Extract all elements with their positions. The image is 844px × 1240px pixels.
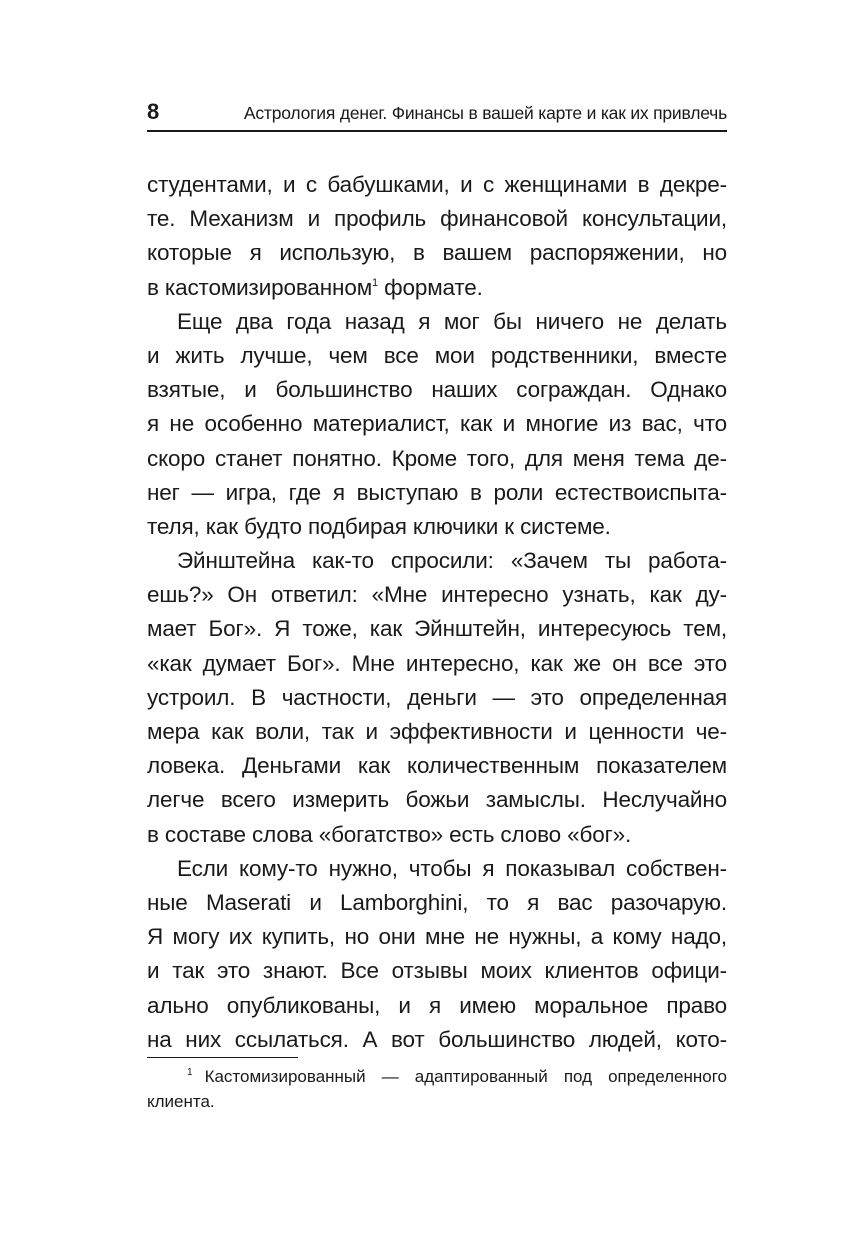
paragraph-1: [147, 168, 727, 305]
text-line: и жить лучше, чем все мои родственники, вместе: [147, 342, 727, 368]
footnote-line: [147, 1064, 727, 1089]
footnote-text: Кастомизированный — адаптированный под определенного: [204, 1067, 727, 1086]
text-line: ловека. Деньгами как количественным показателем: [147, 753, 727, 779]
text-line: теля, как будто подбирая ключики к системе.: [147, 513, 611, 539]
text-line: взятые, и большинство наших сограждан. Однако: [147, 377, 727, 403]
text-line: мает Бог». Я тоже, как Эйнштейн, интересуюсь тем,: [147, 616, 727, 642]
text-line: на них ссылаться. А вот большинство людей, кото-: [147, 1026, 727, 1052]
page-header: [147, 98, 727, 128]
text-fragment: формате.: [378, 274, 483, 300]
text-line: ально опубликованы, и я имею моральное право: [147, 992, 727, 1018]
text-line: «как думает Бог». Мне интересно, как же он все это: [147, 650, 727, 676]
text-line: студентами, и с бабушками, и с женщинами в декре-: [147, 172, 727, 197]
body-text: [147, 168, 727, 1057]
text-line: которые я использую, в вашем распоряжении, но: [147, 240, 727, 266]
text-line: Я могу их купить, но они мне не нужны, а кому надо,: [147, 924, 727, 950]
paragraph-4: [147, 852, 727, 1057]
text-line: Еще два года назад я мог бы ничего не делать: [177, 308, 727, 334]
text-line: скоро станет понятно. Кроме того, для меня тема де-: [147, 445, 727, 471]
text-line: я не особенно материалист, как и многие из вас, что: [147, 411, 727, 437]
text-line: ешь?» Он ответил: «Мне интересно узнать, как ду-: [147, 582, 727, 608]
text-fragment: в кастомизированном: [147, 274, 373, 300]
text-line: ные Maserati и Lamborghini, то я вас разочарую.: [147, 889, 727, 915]
text-line: Если кому-то нужно, чтобы я показывал собствен-: [177, 855, 727, 881]
footnote-rule: [147, 1057, 298, 1058]
header-rule: [147, 130, 727, 132]
footnote: [147, 1064, 727, 1114]
text-line: легче всего измерить божьи замыслы. Неслучайно: [147, 787, 727, 813]
text-line: те. Механизм и профиль финансовой консультации,: [147, 206, 727, 232]
page-number: 8: [147, 99, 160, 124]
text-line: мера как воли, так и эффективности и ценности че-: [147, 719, 727, 744]
text-line: Эйнштейна как-то спросили: «Зачем ты работа-: [177, 548, 727, 574]
text-line: в составе слова «богатство» есть слово «бог».: [147, 821, 632, 847]
text-line: нег — игра, где я выступаю в роли естествоиспыта-: [147, 479, 727, 505]
text-line: устроил. В частности, деньги — это определенная: [147, 684, 727, 710]
text-line: и так это знают. Все отзывы моих клиентов офици-: [147, 958, 727, 984]
footnote-reference[interactable]: 1: [372, 276, 378, 289]
paragraph-2: [147, 305, 727, 544]
paragraph-3: [147, 544, 727, 852]
text-line: [147, 271, 727, 305]
running-title: Астрология денег. Финансы в вашей карте и как их привлечь: [243, 103, 727, 123]
footnote-mark: 1: [187, 1067, 193, 1078]
footnote-line: клиента.: [147, 1092, 215, 1111]
